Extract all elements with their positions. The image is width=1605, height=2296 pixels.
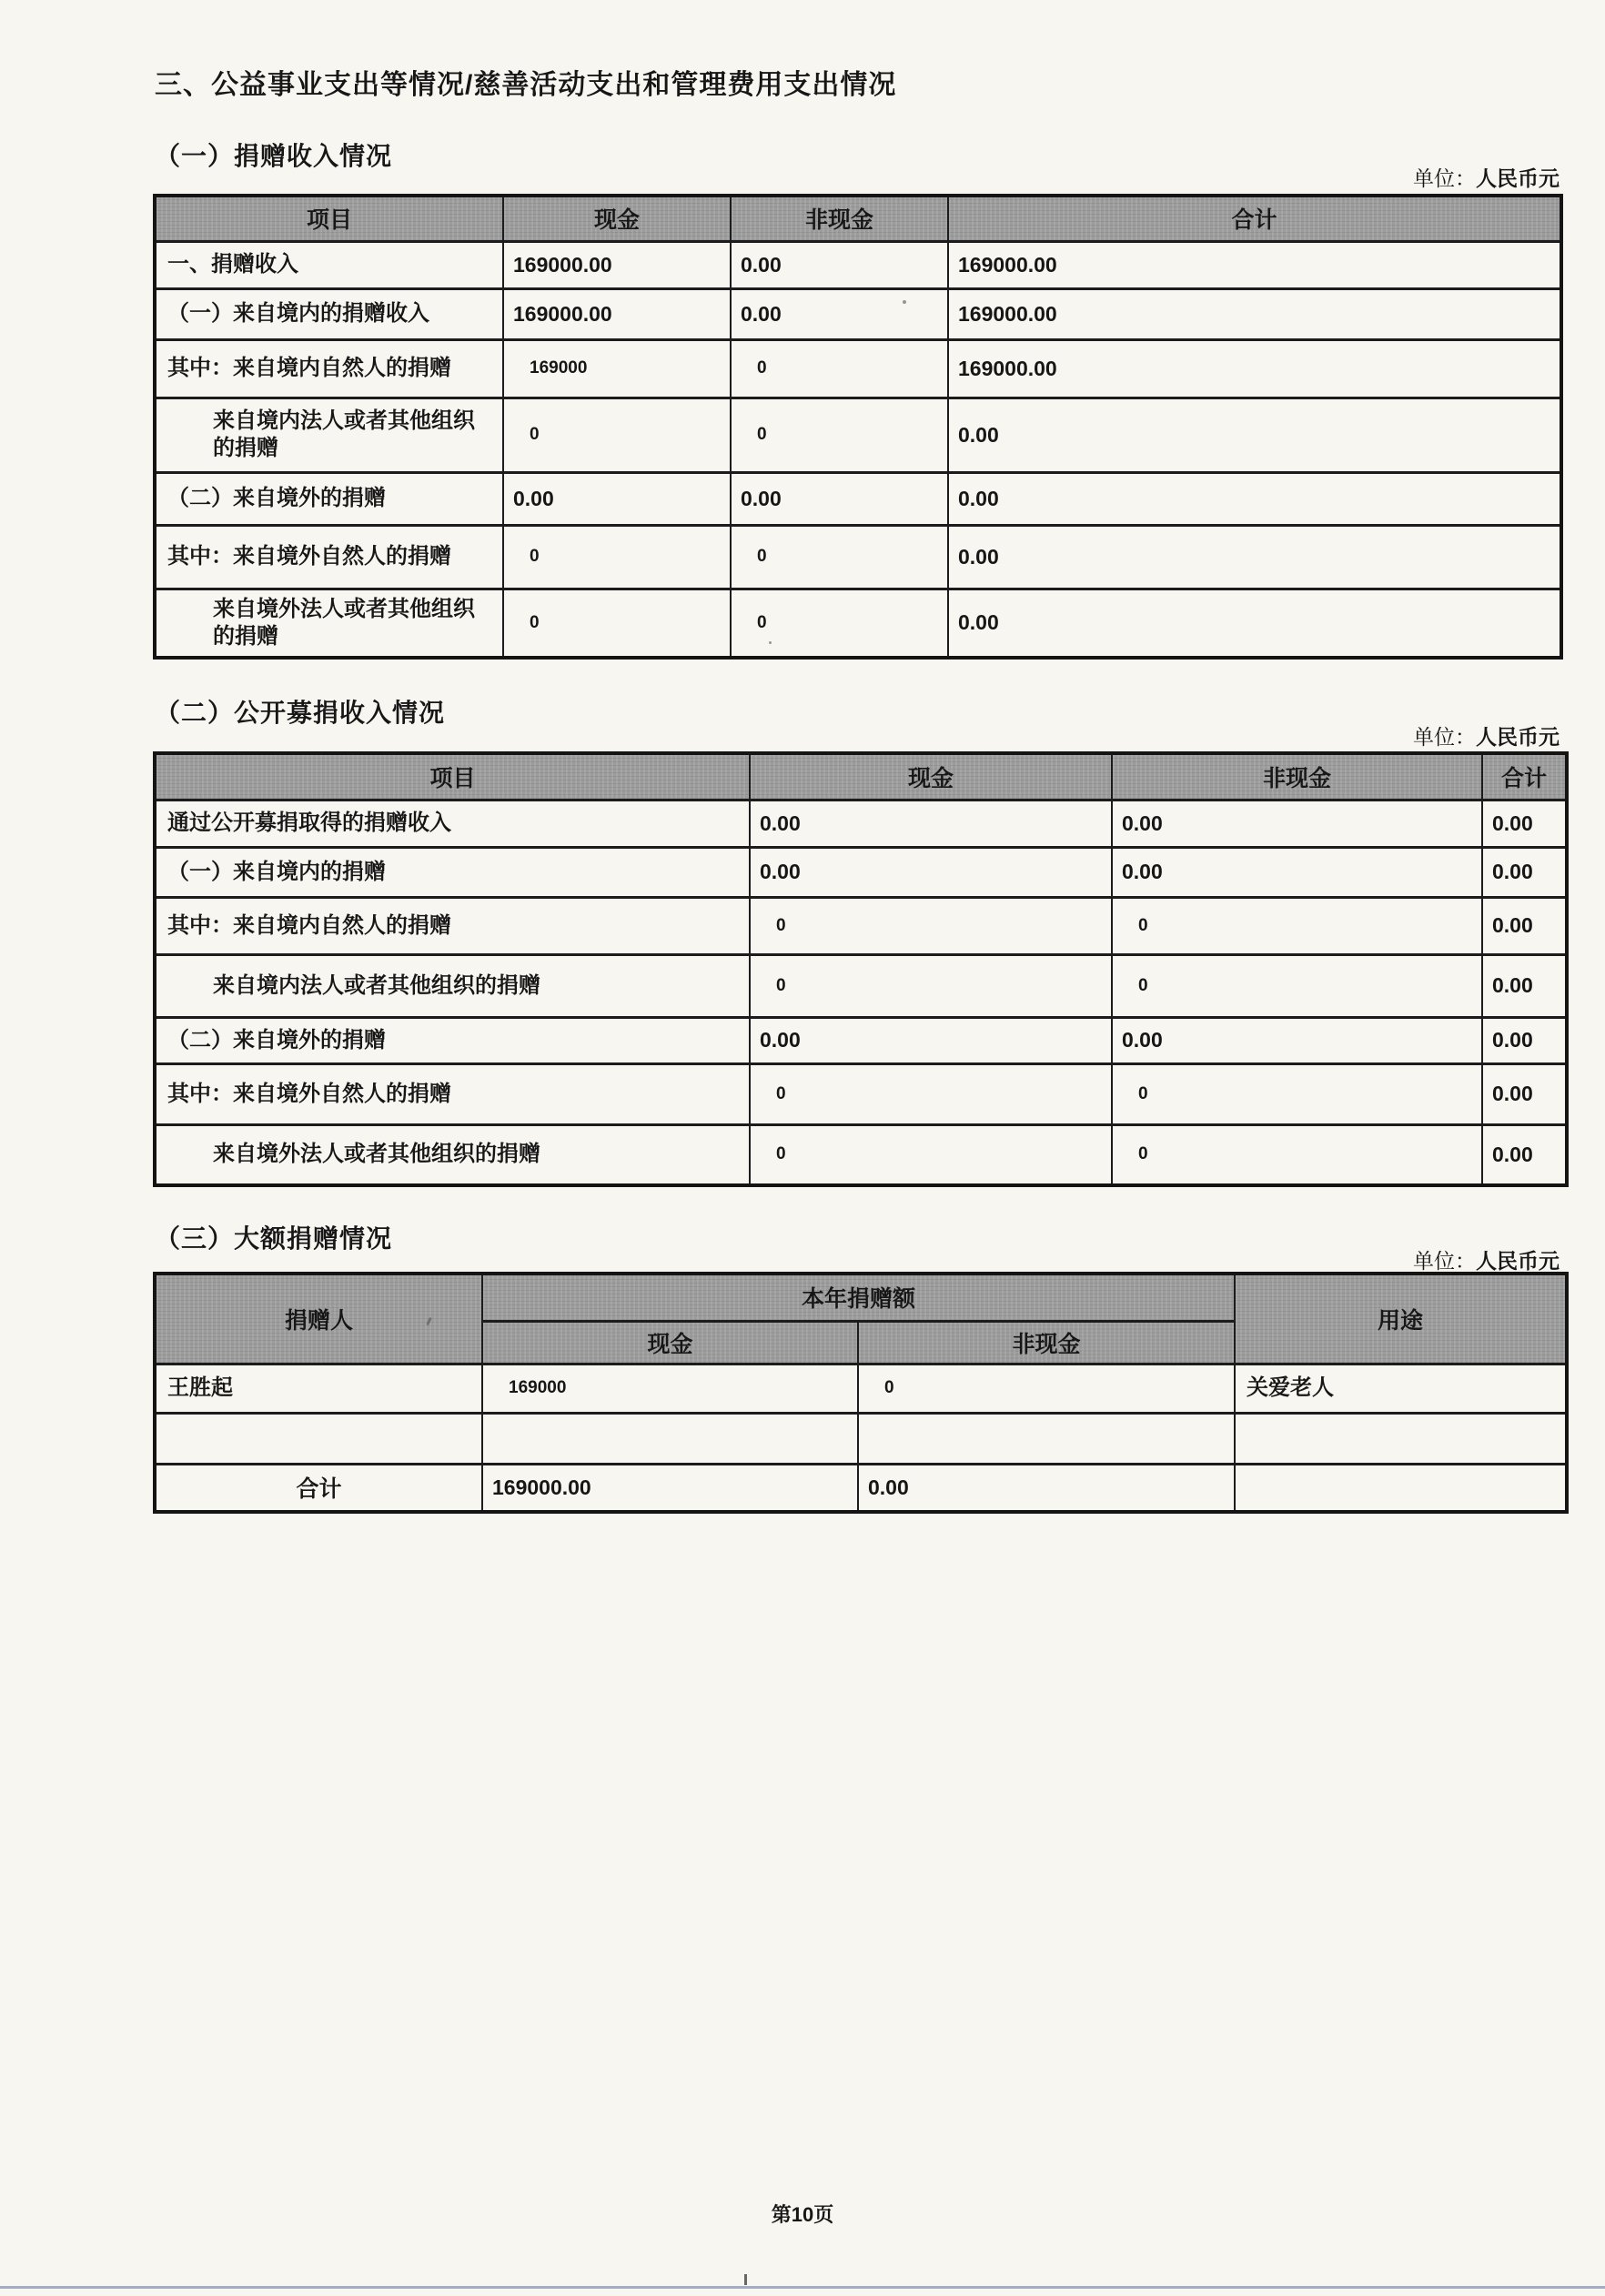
table-row bbox=[155, 288, 1561, 339]
cash-cell: 169000 bbox=[482, 1364, 858, 1413]
total-cell: 169000.00 bbox=[948, 339, 1561, 398]
cash-cell: 169000.00 bbox=[503, 288, 731, 339]
total-cell: 0.00 bbox=[948, 472, 1561, 525]
table-row bbox=[155, 954, 1567, 1017]
item-cell: 其中：来自境内自然人的捐赠 bbox=[155, 339, 503, 398]
purpose-cell bbox=[1235, 1413, 1567, 1464]
total-cell: 0.00 bbox=[948, 589, 1561, 658]
noncash-cell: 0 bbox=[1112, 954, 1482, 1017]
table-row bbox=[155, 589, 1561, 658]
item-cell: 来自境外法人或者其他组织的捐赠 bbox=[155, 1124, 750, 1185]
section3-heading: （三）大额捐赠情况 bbox=[155, 1224, 393, 1253]
total-cell: 0.00 bbox=[1482, 847, 1567, 897]
col-header-purpose: 用途 bbox=[1235, 1274, 1567, 1364]
table-row bbox=[155, 1124, 1567, 1185]
total-cell: 169000.00 bbox=[948, 288, 1561, 339]
noncash-cell: 0 bbox=[1112, 897, 1482, 954]
item-cell: 来自境内法人或者其他组织的捐赠 bbox=[155, 398, 503, 472]
table-row bbox=[155, 1413, 1567, 1464]
item-cell: 来自境内法人或者其他组织的捐赠 bbox=[155, 954, 750, 1017]
donor-cell bbox=[155, 1413, 482, 1464]
cash-cell: 0 bbox=[750, 954, 1112, 1017]
item-cell: 其中：来自境外自然人的捐赠 bbox=[155, 525, 503, 589]
cash-cell: 0 bbox=[750, 897, 1112, 954]
unit-label-1: 单位：人民币元 bbox=[1413, 166, 1560, 190]
item-cell: 通过公开募捐取得的捐赠收入 bbox=[155, 800, 750, 847]
noncash-cell: 0.00 bbox=[1112, 800, 1482, 847]
col-header-cash: 现金 bbox=[750, 753, 1112, 800]
cash-cell: 169000.00 bbox=[503, 241, 731, 288]
item-cell: （一）来自境内的捐赠 bbox=[155, 847, 750, 897]
total-cell: 0.00 bbox=[1482, 1124, 1567, 1185]
donation-income-table bbox=[153, 194, 1563, 660]
col-header-donor: 捐赠人 bbox=[155, 1274, 482, 1364]
unit-label-3: 单位：人民币元 bbox=[1413, 1249, 1560, 1273]
page-title: 三、公益事业支出等情况/慈善活动支出和管理费用支出情况 bbox=[155, 70, 897, 100]
col-header-noncash: 非现金 bbox=[858, 1321, 1235, 1364]
cash-cell: 0 bbox=[750, 1124, 1112, 1185]
col-header-cash: 现金 bbox=[482, 1321, 858, 1364]
scan-edge-line bbox=[0, 2286, 1605, 2289]
page-number: 第10页 bbox=[771, 2203, 834, 2226]
col-header-total: 合计 bbox=[948, 196, 1561, 241]
cash-cell: 169000 bbox=[503, 339, 731, 398]
table-header-row bbox=[155, 196, 1561, 241]
total-cell: 0.00 bbox=[948, 525, 1561, 589]
item-cell: （一）来自境内的捐赠收入 bbox=[155, 288, 503, 339]
table-row bbox=[155, 1364, 1567, 1413]
item-cell: 一、捐赠收入 bbox=[155, 241, 503, 288]
table-row bbox=[155, 800, 1567, 847]
col-header-cash: 现金 bbox=[503, 196, 731, 241]
total-noncash-cell: 0.00 bbox=[858, 1464, 1235, 1512]
donor-cell: 王胜起 bbox=[155, 1364, 482, 1413]
total-cell: 0.00 bbox=[1482, 897, 1567, 954]
total-cell: 169000.00 bbox=[948, 241, 1561, 288]
total-purpose-cell bbox=[1235, 1464, 1567, 1512]
major-donations-table bbox=[153, 1272, 1569, 1514]
total-cell: 0.00 bbox=[1482, 954, 1567, 1017]
table-row bbox=[155, 241, 1561, 288]
item-cell: （二）来自境外的捐赠 bbox=[155, 472, 503, 525]
scan-speck bbox=[903, 300, 906, 304]
noncash-cell: 0 bbox=[1112, 1063, 1482, 1124]
public-fundraising-table bbox=[153, 751, 1569, 1187]
col-header-noncash: 非现金 bbox=[731, 196, 948, 241]
section1-heading: （一）捐赠收入情况 bbox=[155, 142, 393, 170]
cash-cell: 0.00 bbox=[503, 472, 731, 525]
item-cell: 其中：来自境外自然人的捐赠 bbox=[155, 1063, 750, 1124]
col-header-total: 合计 bbox=[1482, 753, 1567, 800]
cash-cell: 0 bbox=[503, 589, 731, 658]
noncash-cell: 0.00 bbox=[1112, 847, 1482, 897]
col-header-annual-amount: 本年捐赠额 bbox=[482, 1274, 1235, 1321]
col-header-item: 项目 bbox=[155, 196, 503, 241]
total-cell: 0.00 bbox=[1482, 1063, 1567, 1124]
scan-tick-mark bbox=[744, 2274, 747, 2285]
noncash-cell: 0 bbox=[731, 339, 948, 398]
section2-heading: （二）公开募捐收入情况 bbox=[155, 699, 446, 727]
total-cell: 0.00 bbox=[1482, 1017, 1567, 1063]
noncash-cell: 0.00 bbox=[731, 472, 948, 525]
item-cell: （二）来自境外的捐赠 bbox=[155, 1017, 750, 1063]
table-row bbox=[155, 897, 1567, 954]
total-cell: 0.00 bbox=[1482, 800, 1567, 847]
noncash-cell: 0 bbox=[731, 589, 948, 658]
table-row bbox=[155, 847, 1567, 897]
table-header-row bbox=[155, 753, 1567, 800]
noncash-cell: 0.00 bbox=[731, 288, 948, 339]
table-row bbox=[155, 1063, 1567, 1124]
table-row bbox=[155, 472, 1561, 525]
cash-cell: 0.00 bbox=[750, 1017, 1112, 1063]
table-row bbox=[155, 339, 1561, 398]
unit-label-2: 单位：人民币元 bbox=[1413, 725, 1560, 749]
total-cell: 0.00 bbox=[948, 398, 1561, 472]
cash-cell: 0.00 bbox=[750, 847, 1112, 897]
noncash-cell: 0.00 bbox=[1112, 1017, 1482, 1063]
cash-cell bbox=[482, 1413, 858, 1464]
total-label-cell: 合计 bbox=[155, 1464, 482, 1512]
noncash-cell: 0 bbox=[858, 1364, 1235, 1413]
table-total-row bbox=[155, 1464, 1567, 1512]
noncash-cell: 0.00 bbox=[731, 241, 948, 288]
item-cell: 其中：来自境内自然人的捐赠 bbox=[155, 897, 750, 954]
cash-cell: 0.00 bbox=[750, 800, 1112, 847]
noncash-cell: 0 bbox=[1112, 1124, 1482, 1185]
total-cash-cell: 169000.00 bbox=[482, 1464, 858, 1512]
noncash-cell: 0 bbox=[731, 525, 948, 589]
table-row bbox=[155, 525, 1561, 589]
cash-cell: 0 bbox=[503, 398, 731, 472]
noncash-cell: 0 bbox=[731, 398, 948, 472]
col-header-noncash: 非现金 bbox=[1112, 753, 1482, 800]
table-row bbox=[155, 398, 1561, 472]
noncash-cell bbox=[858, 1413, 1235, 1464]
table-row bbox=[155, 1017, 1567, 1063]
table-header-row bbox=[155, 1274, 1567, 1321]
item-cell: 来自境外法人或者其他组织的捐赠 bbox=[155, 589, 503, 658]
scan-speck bbox=[769, 641, 772, 644]
col-header-item: 项目 bbox=[155, 753, 750, 800]
purpose-cell: 关爱老人 bbox=[1235, 1364, 1567, 1413]
cash-cell: 0 bbox=[503, 525, 731, 589]
cash-cell: 0 bbox=[750, 1063, 1112, 1124]
